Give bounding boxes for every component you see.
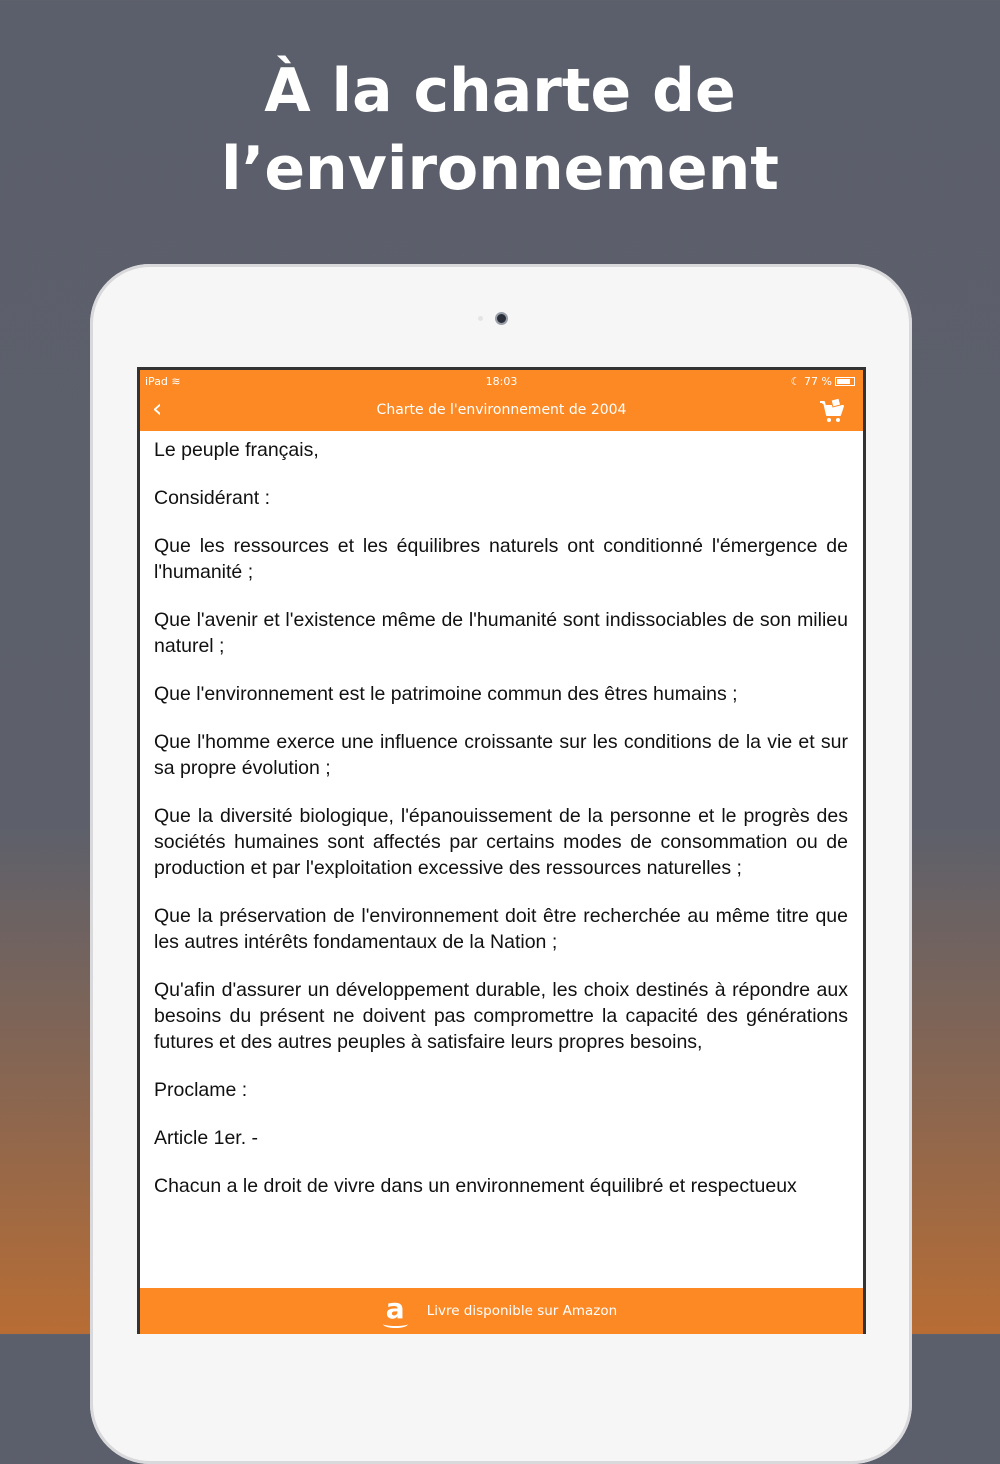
status-time: 18:03 (485, 375, 518, 388)
headline-line-1: À la charte de (264, 56, 736, 126)
amazon-banner-label: Livre disponible sur Amazon (426, 1303, 618, 1319)
top-bar (140, 370, 863, 431)
headline-line-2: l’environnement (221, 134, 779, 204)
amazon-logo-icon: a (385, 1291, 405, 1325)
paragraph: Que la diversité biologique, l'épanouissement de la personne et le progrès des sociétés humaines sont affectés par certains modes de consommation ou de production et par l'exploitation excessive des ressources naturelles ; (154, 805, 848, 879)
headline (0, 52, 1000, 208)
chevron-left-icon[interactable]: ‹ (152, 394, 163, 424)
status-right (791, 375, 855, 388)
paragraph: Que les ressources et les équilibres naturels ont conditionné l'émergence de l'humanité ; (154, 535, 848, 583)
battery-icon (835, 377, 855, 386)
status-bar (140, 370, 863, 392)
paragraph: Considérant : (154, 487, 270, 509)
device-label: iPad (145, 375, 168, 388)
paragraph: Que la préservation de l'environnement doit être recherchée au même titre que les autres intérêts fondamentaux de la Nation ; (154, 905, 848, 953)
paragraph: Article 1er. - (154, 1127, 259, 1149)
amazon-banner-button[interactable] (140, 1288, 863, 1334)
wifi-icon: ≋ (171, 375, 181, 388)
nav-bar (140, 392, 863, 431)
paragraph: Proclame : (154, 1079, 248, 1101)
paragraph: Que l'environnement est le patrimoine commun des êtres humains ; (154, 683, 738, 705)
screen (137, 367, 866, 1334)
sensor (478, 316, 483, 321)
paragraph: Que l'homme exerce une influence croissante sur les conditions de la vie et sur sa propre évolution ; (154, 731, 848, 779)
battery-percent: 77 % (804, 375, 832, 388)
paragraph: Chacun a le droit de vivre dans un environnement équilibré et respectueux (154, 1175, 797, 1197)
paragraph: Que l'avenir et l'existence même de l'humanité sont indissociables de son milieu naturel ; (154, 609, 848, 657)
cart-icon[interactable] (819, 398, 845, 428)
charter-text[interactable] (140, 431, 863, 1288)
camera (495, 312, 508, 325)
status-device (145, 375, 181, 388)
paragraph: Qu'afin d'assurer un développement durable, les choix destinés à répondre aux besoins du présent ne doivent pas compromettre la capacité des générations futures et des autres peuples à satisfaire leurs propres besoins, (154, 979, 848, 1053)
nav-title: Charte de l'environnement de 2004 (376, 402, 627, 418)
moon-icon: ☾ (790, 375, 801, 388)
paragraph: Le peuple français, (154, 439, 319, 461)
